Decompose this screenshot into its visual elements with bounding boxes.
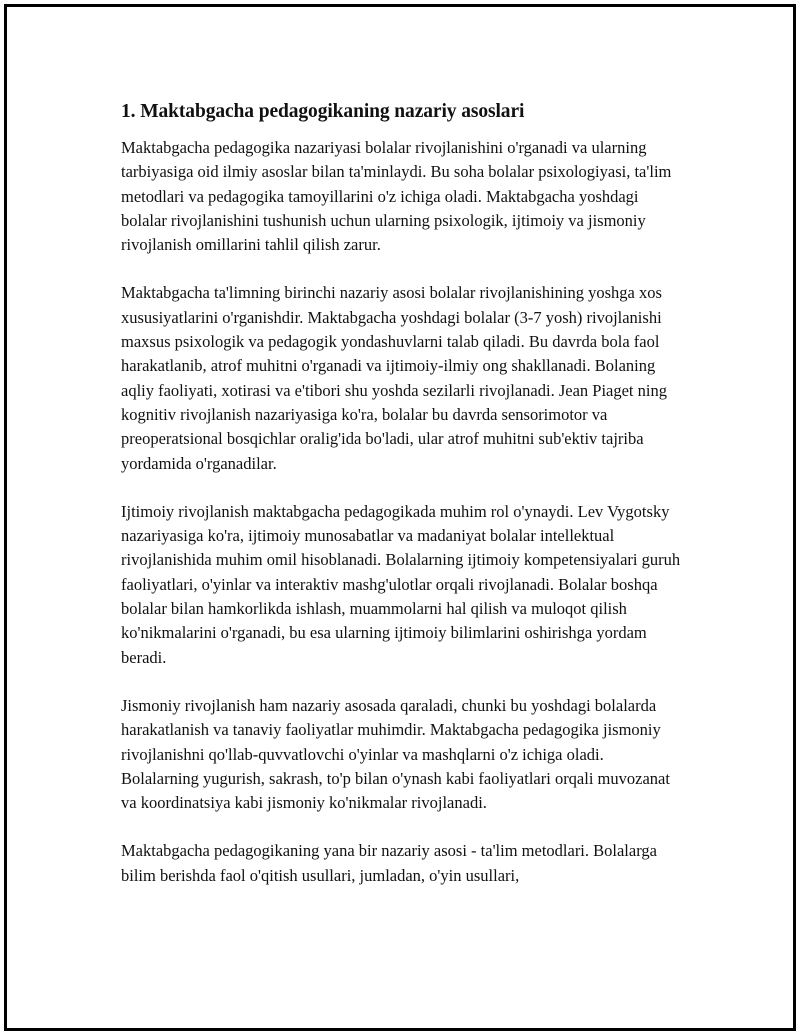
paragraph-5: Maktabgacha pedagogikaning yana bir nazariy asosi - ta'lim metodlari. Bolalarga bilim berishda faol o'qitish usullari, jumladan, o'yin usullari,: [121, 841, 657, 885]
section-heading: 1. Maktabgacha pedagogikaning nazariy asoslari: [121, 101, 525, 122]
paragraph-4: Jismoniy rivojlanish ham nazariy asosada qaraladi, chunki bu yoshdagi bolalarda harakatlanish va tanaviy faoliyatlar muhimdir. Maktabgacha pedagogika jismoniy rivojlanishni qo'llab-quvvatlovchi o'yinlar va mashqlarni o'z ichiga oladi. Bolalarning yugurish, sakrash, to'p bilan o'ynash kabi faoliyatlari orqali muvozanat va koordinatsiya kabi jismoniy ko'nikmalar rivojlanadi.: [121, 695, 670, 813]
document-content: [121, 98, 681, 912]
paragraph-3: Ijtimoiy rivojlanish maktabgacha pedagogikada muhim rol o'ynaydi. Lev Vygotsky nazariyasiga ko'ra, ijtimoiy munosabatlar va madaniyat bolalar intellektual rivojlanishida muhim omil hisoblanadi. Bolalarning ijtimoiy kompetensiyalari guruh faoliyatlari, o'yinlar va interaktiv mashg'ulotlar orqali rivojlanadi. Bolalar boshqa bolalar bilan hamkorlikda ishlash, muammolarni hal qilish va muloqot qilish ko'nikmalarini o'rganadi, bu esa ularning ijtimoiy bilimlarini oshirishga yordam beradi.: [121, 501, 681, 667]
paragraph-1: Maktabgacha pedagogika nazariyasi bolalar rivojlanishini o'rganadi va ularning tarbiyasiga oid ilmiy asoslar bilan ta'minlaydi. Bu soha bolalar psixologiyasi, ta'lim metodlari va pedagogika tamoyillarini o'z ichiga oladi. Maktabgacha yoshdagi bolalar rivojlanishini tushunish uchun ularning psixologik, ijtimoiy va jismoniy rivojlanish omillarini tahlil qilish zarur.: [121, 138, 672, 255]
document-page: [4, 4, 796, 1031]
paragraph-2: Maktabgacha ta'limning birinchi nazariy asosi bolalar rivojlanishining yoshga xos xususiyatlarini o'rganishdir. Maktabgacha yoshdagi bolalar (3-7 yosh) rivojlanishi maxsus psixologik va pedagogik yondashuvlarni talab qiladi. Bu davrda bola faol harakatlanib, atrof muhitni o'rganadi va ijtimoiy-ilmiy ong shakllanadi. Bolaning aqliy faoliyati, xotirasi va e'tibori shu yoshda sezilarli rivojlanadi. Jean Piaget ning kognitiv rivojlanish nazariyasiga ko'ra, bolalar bu davrda sensorimotor va preoperatsional bosqichlar oralig'ida bo'ladi, ular atrof muhitni sub'ektiv tajriba yordamida o'rganadilar.: [121, 283, 667, 473]
